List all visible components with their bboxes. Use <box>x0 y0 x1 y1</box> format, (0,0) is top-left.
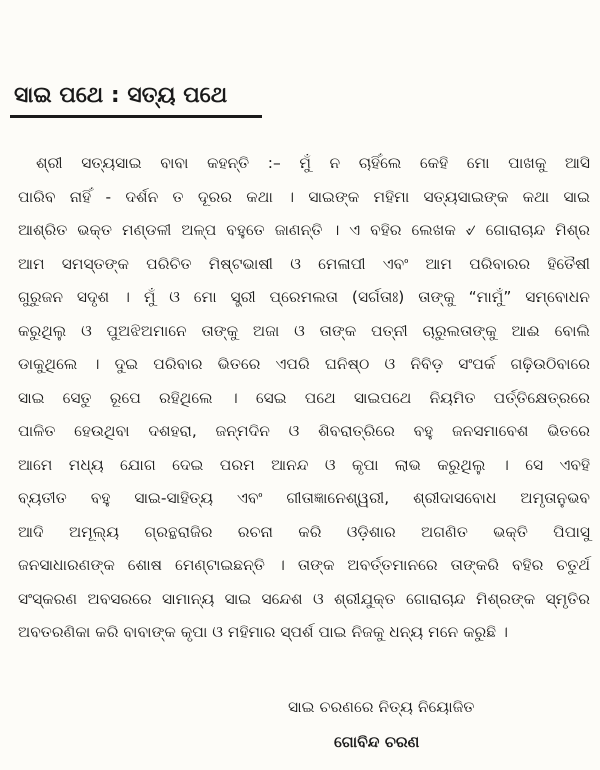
page-title: ସାଇ ପଥେ : ସତ୍ୟ ପଥେ <box>14 83 228 108</box>
paragraph-line: ଜନସାଧାରଣଙ୍କ ଶୋଷ ମେଣ୍ଟାଇଛନ୍ତି । ତାଙ୍କ ଅବର୍ତ୍ତମାନରେ ତାଙ୍କରି ବହିର ଚତୁର୍ଥ <box>18 556 590 574</box>
paragraph-line: ସଂସ୍କରଣ ଅବସରରେ ସାମାନ୍ୟ ସାଇ ସନ୍ଦେଶ ଓ ଶ୍ରୀଯୁକ୍ତ ଗୋରାଚାନ୍ଦ ମିଶ୍ରଙ୍କ ସ୍ମୃତିର <box>18 589 590 608</box>
body-paragraph <box>18 147 590 650</box>
paragraph-line: ସାଇ ସେତୁ ରୂପେ ରହିଥିଲେ । ସେଇ ପଥେ ସାଇପଥେ ନିୟମିତ ପର୍ତ୍ତିକ୍ଷେତ୍ରରେ <box>18 388 590 407</box>
title-underline <box>10 115 262 118</box>
paragraph-line: ବ୍ୟତୀତ ବହୁ ସାଇ-ସାହିତ୍ୟ ଏବଂ ଗୀତାଜ୍ଞାନେଶ୍ୱରୀ, ଶ୍ରୀଦାସବୋଧ ଅମୃତାନୁଭବ <box>18 489 590 507</box>
paragraph-line: ଆଶ୍ରିତ ଭକ୍ତ ମଣ୍ଡଳୀ ଅଳ୍ପ ବହୁତେ ଜାଣନ୍ତି । ଏ ବହିର ଲେଖକ ୰ ଗୋରାଚାନ୍ଦ ମିଶ୍ର <box>18 221 590 239</box>
paragraph-line: ପାଳିତ ହେଉଥିବା ଦଶହରା, ଜନ୍ମଦିନ ଓ ଶିବରାତ୍ରିରେ ବହୁ ଜନସମାବେଶ ଭିତରେ <box>18 422 590 440</box>
paragraph-line: ଶ୍ରୀ ସତ୍ୟସାଇ ବାବା କହନ୍ତି :– ମୁଁ ନ ଚାହିଁଲେ କେହି ମୋ ପାଖକୁ ଆସି <box>36 154 590 172</box>
paragraph-line: ଗୁରୁଜନ ସଦୃଶ । ମୁଁ ଓ ମୋ ସ୍ତ୍ରୀ ପ୍ରେମଲତା (ସର୍ଗତାଃ) ତାଙ୍କୁ “ମାମୁଁ” ସମ୍ବୋଧନ <box>18 288 590 306</box>
paragraph-line: ଆମେ ମଧ୍ୟ ଯୋଗ ଦେଇ ପରମ ଆନନ୍ଦ ଓ କୃପା ଲାଭ କରୁଥିଲୁ । ସେ ଏବହି <box>18 455 590 474</box>
paragraph-line: କରୁଥିଲୁ ଓ ପୁଅଝିଅମାନେ ତାଙ୍କୁ ଅଜା ଓ ତାଙ୍କ ପତ୍ନୀ ଚାରୁଲତାଙ୍କୁ ଆଈ ବୋଲି <box>18 321 590 340</box>
closing-line: ସାଇ ଚରଣରେ ନିତ୍ୟ ନିୟୋଜିତ <box>288 698 475 716</box>
author-signature: ଗୋବିନ୍ଦ ଚରଣ <box>334 733 420 751</box>
paragraph-line: ଅବତରଣିକା କରି ବାବାଙ୍କ କୃପା ଓ ମହିମାର ସ୍ପର୍ଶ ପାଇ ନିଜକୁ ଧନ୍ୟ ମନେ କରୁଛି । <box>18 623 509 641</box>
paragraph-line: ପାରିବ ନାହିଁ - ଦର୍ଶନ ତ ଦୂରର କଥା । ସାଇଙ୍କ ମହିମା ସତ୍ୟସାଇଙ୍କ କଥା ସାଇ <box>18 187 590 206</box>
paragraph-line: ଆଦି ଅମୂଲ୍ୟ ଗ୍ରନ୍ଥରାଜିର ରଚନା କରି ଓଡ଼ିଶାର ଅଗଣିତ ଭକ୍ତି ପିପାସୁ <box>18 522 590 541</box>
paragraph-line: ଆମ ସମସ୍ତଙ୍କ ପରିଚିତ ମିଷ୍ଟଭାଷୀ ଓ ମେଳାପୀ ଏବଂ ଆମ ପରିବାରର ହିତୈଷୀ <box>18 254 590 273</box>
paragraph-line: ଡାକୁଥିଲେ । ଦୁଇ ପରିବାର ଭିତରେ ଏପରି ଘନିଷ୍ଠ ଓ ନିବିଡ଼ ସଂପର୍କ ଗଢ଼ିଉଠିବାରେ <box>18 355 590 373</box>
